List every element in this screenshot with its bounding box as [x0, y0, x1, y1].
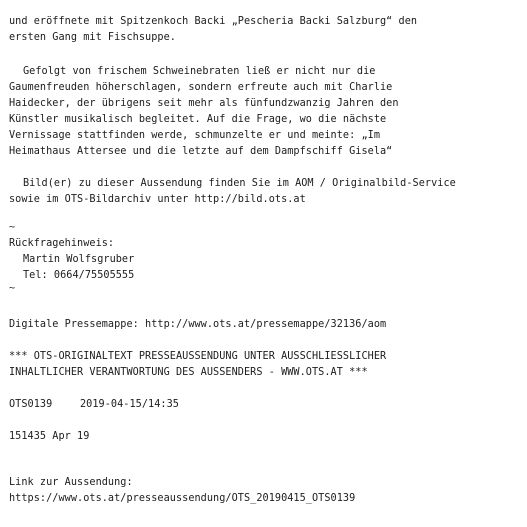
text-line: ersten Gang mit Fischsuppe.: [9, 32, 176, 43]
disclaimer-line: *** OTS-ORIGINALTEXT PRESSEAUSSENDUNG UNTER AUSSCHLIESSLICHER: [9, 351, 387, 362]
text-line: Gefolgt von frischem Schweinebraten ließ er nicht nur die: [23, 66, 376, 77]
disclaimer-line: INHALTLICHER VERANTWORTUNG DES AUSSENDERS - WWW.OTS.AT ***: [9, 367, 368, 378]
text-line: Bild(er) zu dieser Aussendung finden Sie im AOM / Originalbild-Service: [23, 178, 456, 189]
link-label: Link zur Aussendung:: [9, 477, 133, 488]
release-code: 151435 Apr 19: [9, 431, 90, 442]
text-line: Künstler musikalisch begleitet. Auf die Frage, wo die nächste: [9, 114, 387, 125]
separator-tilde: ~: [9, 283, 16, 294]
contact-name: Martin Wolfsgruber: [23, 254, 135, 265]
release-link: https://www.ots.at/presseaussendung/OTS_20190415_OTS0139: [9, 493, 356, 504]
text-line: Haidecker, der übrigens seit mehr als fünfundzwanzig Jahren den: [9, 98, 399, 109]
text-line: Heimathaus Attersee und die letzte auf dem Dampfschiff Gisela“: [9, 146, 393, 157]
contact-heading: Rückfragehinweis:: [9, 238, 115, 249]
text-line: und eröffnete mit Spitzenkoch Backi „Pescheria Backi Salzburg“ den: [9, 16, 418, 27]
text-line: sowie im OTS-Bildarchiv unter http://bild.ots.at: [9, 194, 306, 205]
timestamp: 2019-04-15/14:35: [80, 399, 179, 410]
separator-tilde: ~: [9, 222, 16, 233]
contact-phone: Tel: 0664/75505555: [23, 270, 135, 281]
ots-id: OTS0139: [9, 399, 53, 410]
press-kit-link: Digitale Pressemappe: http://www.ots.at/pressemappe/32136/aom: [9, 319, 387, 330]
text-line: Gaumenfreuden höherschlagen, sondern erfreute auch mit Charlie: [9, 82, 393, 93]
text-line: Vernissage stattfinden werde, schmunzelte er und meinte: „Im: [9, 130, 381, 141]
